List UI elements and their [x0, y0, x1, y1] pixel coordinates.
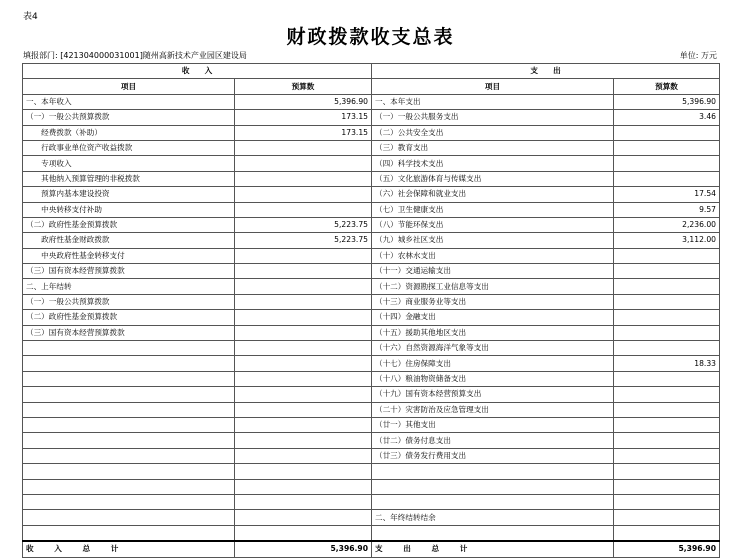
income-value-cell: [235, 156, 372, 171]
income-item-header: 项目: [23, 79, 235, 94]
income-item-cell: [23, 479, 235, 494]
expense-section-header: 支 出: [372, 64, 720, 79]
income-item-cell: [23, 371, 235, 386]
table-row: [23, 417, 720, 432]
income-item-cell: 一、本年收入: [23, 94, 235, 109]
income-item-cell: [23, 433, 235, 448]
expense-item-cell: （八）节能环保支出: [372, 217, 614, 232]
income-item-cell: [23, 448, 235, 463]
expense-total-value: 5,396.90: [614, 541, 720, 557]
expense-value-cell: [614, 387, 720, 402]
expense-item-cell: （十一）交通运输支出: [372, 264, 614, 279]
table-row: [23, 341, 720, 356]
income-value-cell: [235, 433, 372, 448]
income-item-cell: （三）国有资本经营预算拨款: [23, 325, 235, 340]
expense-item-cell: （十四）金融支出: [372, 310, 614, 325]
expense-item-cell: 二、年终结转结余: [372, 510, 614, 525]
expense-value-cell: 17.54: [614, 187, 720, 202]
expense-value-cell: [614, 371, 720, 386]
table-row: [23, 94, 720, 109]
expense-value-cell: [614, 264, 720, 279]
expense-total-label: 支 出 总 计: [372, 541, 614, 557]
table-row: [23, 248, 720, 263]
table-row: [23, 402, 720, 417]
expense-value-cell: [614, 417, 720, 432]
income-value-cell: [235, 310, 372, 325]
table-row: [23, 525, 720, 541]
expense-item-cell: （十七）住房保障支出: [372, 356, 614, 371]
income-item-cell: （三）国有资本经营预算拨款: [23, 264, 235, 279]
income-value-cell: [235, 402, 372, 417]
expense-item-cell: （四）科学技术支出: [372, 156, 614, 171]
expense-value-cell: [614, 448, 720, 463]
table-row: [23, 187, 720, 202]
income-item-cell: 中央转移支付补助: [23, 202, 235, 217]
expense-item-cell: （十八）粮油物资储备支出: [372, 371, 614, 386]
expense-value-cell: [614, 325, 720, 340]
expense-item-cell: （十九）国有资本经营预算支出: [372, 387, 614, 402]
income-item-cell: 预算内基本建设投资: [23, 187, 235, 202]
expense-value-cell: 3,112.00: [614, 233, 720, 248]
table-row: [23, 464, 720, 479]
expense-value-cell: 9.57: [614, 202, 720, 217]
table-row: [23, 510, 720, 525]
expense-value-cell: [614, 248, 720, 263]
income-value-cell: [235, 187, 372, 202]
expense-item-cell: [372, 494, 614, 509]
expense-value-cell: [614, 279, 720, 294]
expense-item-cell: （二）公共安全支出: [372, 125, 614, 140]
table-row: [23, 325, 720, 340]
income-item-cell: [23, 356, 235, 371]
income-item-cell: 二、上年结转: [23, 279, 235, 294]
expense-value-cell: 3.46: [614, 110, 720, 125]
expense-item-cell: （廿二）债务付息支出: [372, 433, 614, 448]
expense-item-cell: （五）文化旅游体育与传媒支出: [372, 171, 614, 186]
expense-item-cell: [372, 525, 614, 541]
expense-value-cell: [614, 171, 720, 186]
table-row: [23, 479, 720, 494]
income-value-cell: [235, 325, 372, 340]
table-row: [23, 356, 720, 371]
table-row: [23, 125, 720, 140]
income-item-cell: 专项收入: [23, 156, 235, 171]
income-item-cell: （一）一般公共预算拨款: [23, 294, 235, 309]
expense-item-cell: （九）城乡社区支出: [372, 233, 614, 248]
table-row: [23, 110, 720, 125]
expense-budget-header: 预算数: [614, 79, 720, 94]
income-item-cell: [23, 464, 235, 479]
table-row: [23, 433, 720, 448]
income-value-cell: 5,396.90: [235, 94, 372, 109]
expense-value-cell: [614, 433, 720, 448]
income-value-cell: [235, 479, 372, 494]
expense-value-cell: [614, 341, 720, 356]
totals-row: [23, 541, 720, 557]
expense-value-cell: [614, 125, 720, 140]
table-row: [23, 448, 720, 463]
income-item-cell: [23, 402, 235, 417]
income-item-cell: 中央政府性基金转移支付: [23, 248, 235, 263]
table-row: [23, 171, 720, 186]
income-item-cell: （二）政府性基金预算拨款: [23, 310, 235, 325]
table-row: [23, 387, 720, 402]
income-item-cell: 行政事业单位资产收益拨款: [23, 140, 235, 155]
expense-item-cell: 一、本年支出: [372, 94, 614, 109]
income-value-cell: [235, 448, 372, 463]
income-value-cell: [235, 417, 372, 432]
income-item-cell: [23, 387, 235, 402]
expense-item-header: 项目: [372, 79, 614, 94]
income-value-cell: [235, 264, 372, 279]
table-row: [23, 140, 720, 155]
expense-value-cell: 5,396.90: [614, 94, 720, 109]
budget-table: [22, 63, 720, 558]
expense-value-cell: [614, 294, 720, 309]
income-item-cell: 政府性基金财政拨款: [23, 233, 235, 248]
income-value-cell: [235, 494, 372, 509]
income-value-cell: [235, 525, 372, 541]
income-item-cell: [23, 525, 235, 541]
income-value-cell: [235, 356, 372, 371]
table-row: [23, 371, 720, 386]
income-value-cell: 173.15: [235, 110, 372, 125]
table-row: [23, 217, 720, 232]
expense-value-cell: [614, 156, 720, 171]
table-row: [23, 294, 720, 309]
income-item-cell: [23, 417, 235, 432]
income-value-cell: [235, 464, 372, 479]
expense-value-cell: [614, 464, 720, 479]
expense-item-cell: （六）社会保障和就业支出: [372, 187, 614, 202]
expense-item-cell: （二十）灾害防治及应急管理支出: [372, 402, 614, 417]
income-value-cell: [235, 171, 372, 186]
expense-item-cell: （廿三）债务发行费用支出: [372, 448, 614, 463]
section-header-row: [23, 64, 720, 79]
expense-item-cell: （十五）援助其他地区支出: [372, 325, 614, 340]
currency-unit: 单位: 万元: [679, 51, 717, 60]
column-header-row: [23, 79, 720, 94]
income-value-cell: 5,223.75: [235, 233, 372, 248]
income-value-cell: 5,223.75: [235, 217, 372, 232]
income-budget-header: 预算数: [235, 79, 372, 94]
expense-value-cell: [614, 310, 720, 325]
income-section-header: 收 入: [23, 64, 372, 79]
income-item-cell: [23, 494, 235, 509]
table-row: [23, 202, 720, 217]
income-item-cell: [23, 341, 235, 356]
table-number: 表4: [23, 12, 38, 22]
income-value-cell: 173.15: [235, 125, 372, 140]
expense-item-cell: （七）卫生健康支出: [372, 202, 614, 217]
income-value-cell: [235, 510, 372, 525]
filing-unit: 填报部门: [421304000031001]随州高新技术产业园区建设局: [23, 51, 247, 60]
expense-item-cell: [372, 479, 614, 494]
income-item-cell: 其他纳入预算管理的非税拨款: [23, 171, 235, 186]
expense-item-cell: （一）一般公共服务支出: [372, 110, 614, 125]
expense-value-cell: [614, 494, 720, 509]
table-row: [23, 310, 720, 325]
expense-item-cell: （廿一）其他支出: [372, 417, 614, 432]
expense-item-cell: （十三）商业服务业等支出: [372, 294, 614, 309]
income-value-cell: [235, 294, 372, 309]
income-item-cell: （一）一般公共预算拨款: [23, 110, 235, 125]
income-value-cell: [235, 279, 372, 294]
table-row: [23, 264, 720, 279]
expense-item-cell: （三）教育支出: [372, 140, 614, 155]
expense-item-cell: （十二）资源勘探工业信息等支出: [372, 279, 614, 294]
table-row: [23, 156, 720, 171]
income-value-cell: [235, 140, 372, 155]
page-title: 财政拨款收支总表: [286, 26, 455, 48]
expense-value-cell: 18.33: [614, 356, 720, 371]
table-row: [23, 279, 720, 294]
expense-value-cell: [614, 140, 720, 155]
income-total-value: 5,396.90: [235, 541, 372, 557]
expense-item-cell: （十）农林水支出: [372, 248, 614, 263]
expense-item-cell: （十六）自然资源海洋气象等支出: [372, 341, 614, 356]
income-value-cell: [235, 371, 372, 386]
income-value-cell: [235, 248, 372, 263]
expense-value-cell: [614, 479, 720, 494]
expense-value-cell: 2,236.00: [614, 217, 720, 232]
income-value-cell: [235, 387, 372, 402]
expense-value-cell: [614, 525, 720, 541]
income-item-cell: [23, 510, 235, 525]
expense-value-cell: [614, 510, 720, 525]
income-value-cell: [235, 341, 372, 356]
table-row: [23, 233, 720, 248]
expense-value-cell: [614, 402, 720, 417]
expense-item-cell: [372, 464, 614, 479]
income-total-label: 收 入 总 计: [23, 541, 235, 557]
income-item-cell: （二）政府性基金预算拨款: [23, 217, 235, 232]
income-value-cell: [235, 202, 372, 217]
income-item-cell: 经费拨款（补助）: [23, 125, 235, 140]
table-row: [23, 494, 720, 509]
